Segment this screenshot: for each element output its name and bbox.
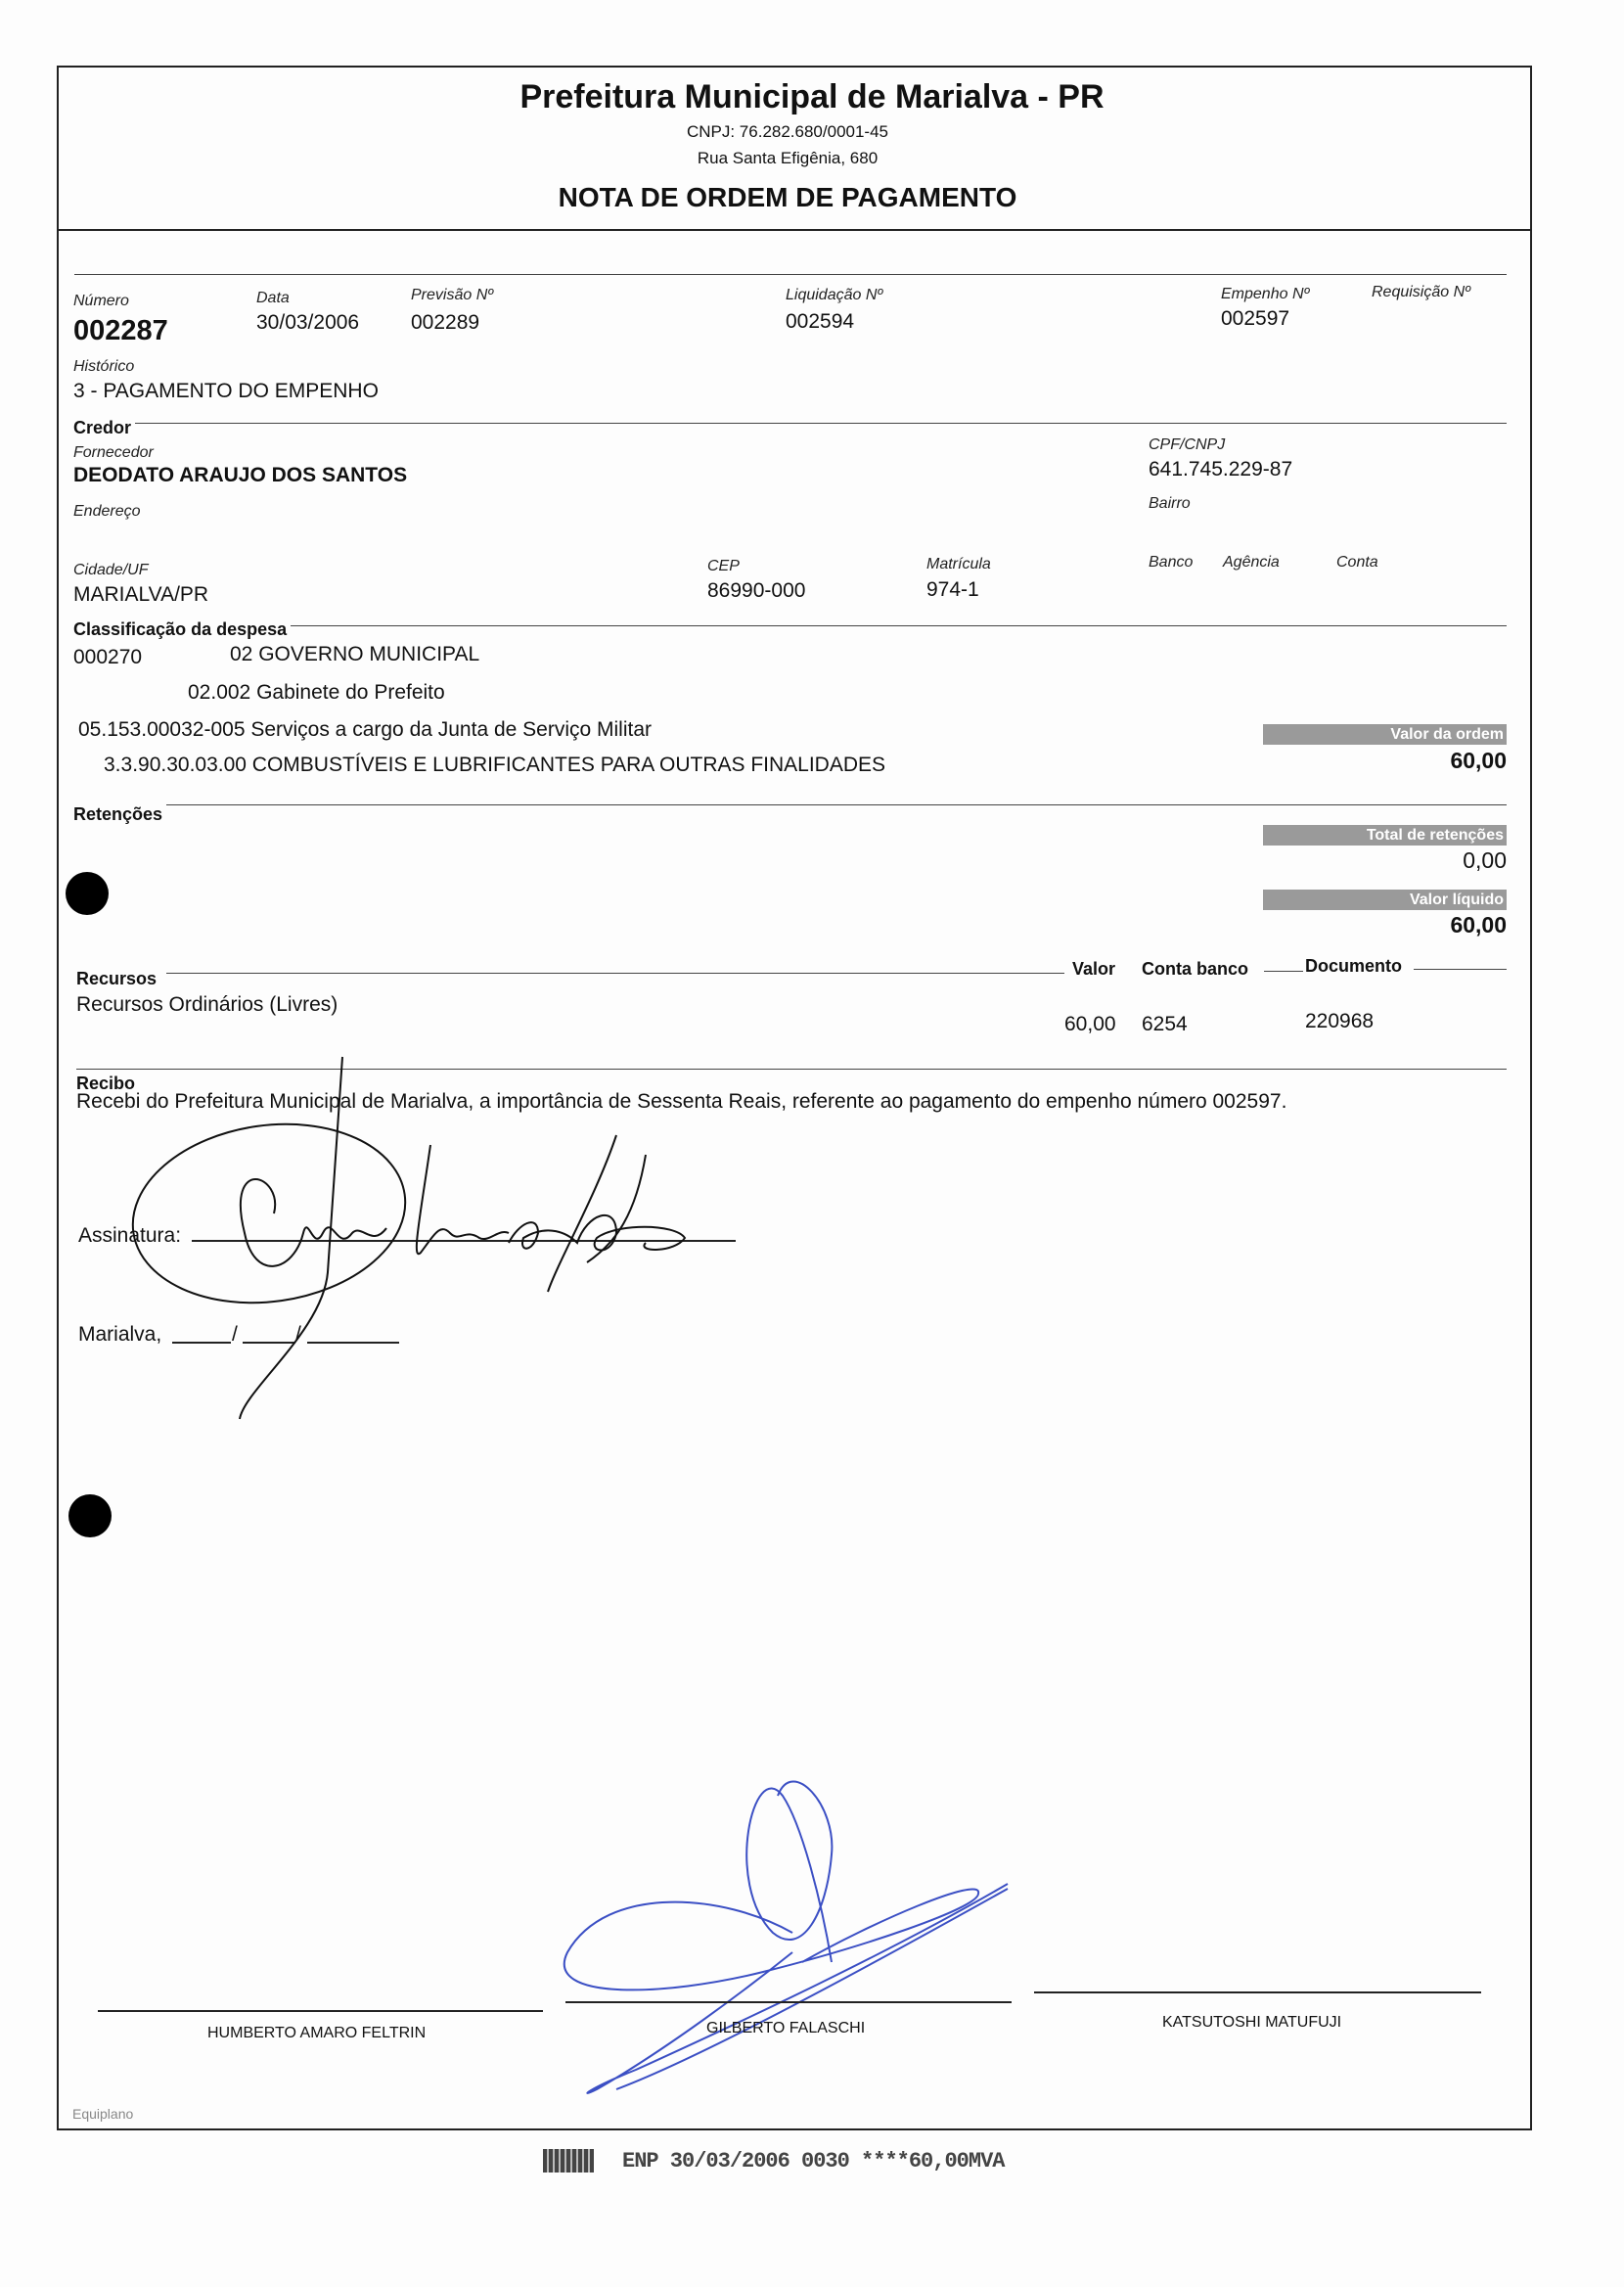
recursos-conta-label: Conta banco (1142, 959, 1252, 980)
valor-liquido-value: 60,00 (1450, 912, 1507, 938)
cidade-value: MARIALVA/PR (73, 583, 209, 606)
classificacao-line1: 02 GOVERNO MUNICIPAL (230, 643, 480, 665)
cpf-value: 641.745.229-87 (1149, 458, 1293, 480)
stamp-logo-icon (543, 2149, 594, 2173)
empenho-label: Empenho Nº (1221, 286, 1310, 302)
bairro-label: Bairro (1149, 495, 1191, 512)
signatory-1-name: HUMBERTO AMARO FELTRIN (207, 2025, 427, 2041)
credor-rule (74, 423, 1507, 424)
total-retencoes-label: Total de retenções (1263, 825, 1507, 846)
recursos-valor: 60,00 (1064, 1013, 1116, 1035)
retencoes-rule (74, 804, 1507, 805)
recursos-documento-label: Documento (1305, 956, 1406, 977)
historico-value: 3 - PAGAMENTO DO EMPENHO (73, 380, 379, 402)
recursos-rule-4 (1414, 969, 1507, 970)
previsao-label: Previsão Nº (411, 287, 494, 303)
credor-handwritten-signature (127, 1037, 734, 1429)
retencoes-section-title: Retenções (73, 804, 166, 825)
valor-ordem-value: 60,00 (1450, 748, 1507, 773)
document-title: NOTA DE ORDEM DE PAGAMENTO (558, 182, 1017, 212)
valor-liquido-label: Valor líquido (1263, 890, 1507, 910)
cidade-label: Cidade/UF (73, 562, 149, 578)
liquidacao-value: 002594 (786, 310, 855, 333)
numero-value: 002287 (73, 315, 168, 346)
classificacao-section-title: Classificação da despesa (73, 619, 291, 640)
agencia-label: Agência (1223, 554, 1280, 571)
recibo-section-title: Recibo (76, 1074, 139, 1094)
address-text: Rua Santa Efigênia, 680 (697, 149, 879, 167)
previsao-value: 002289 (411, 311, 480, 334)
date-separator-2: / (295, 1323, 301, 1346)
credor-section-title: Credor (73, 418, 135, 438)
cpf-label: CPF/CNPJ (1149, 436, 1226, 453)
software-name: Equiplano (72, 2106, 134, 2122)
matricula-label: Matrícula (926, 556, 991, 572)
cep-label: CEP (707, 558, 740, 574)
punch-hole-bottom (68, 1494, 112, 1537)
punch-hole-top (66, 872, 109, 915)
classificacao-code: 000270 (73, 646, 143, 668)
matricula-value: 974-1 (926, 578, 979, 601)
payment-stamp-text: ENP 30/03/2006 0030 ****60,00MVA (622, 2149, 1005, 2173)
recursos-rule-3 (1264, 971, 1303, 972)
recursos-documento: 220968 (1305, 1010, 1375, 1032)
recibo-text: Recebi do Prefeitura Municipal de Marialva, a importância de Sessenta Reais, referente ao pagamento do empenho número 002597. (76, 1090, 1287, 1113)
municipality-title: Prefeitura Municipal de Marialva - PR (519, 78, 1105, 115)
liquidacao-label: Liquidação Nº (786, 287, 883, 303)
data-label: Data (256, 290, 290, 306)
classificacao-line2: 02.002 Gabinete do Prefeito (188, 681, 445, 704)
recursos-rule (166, 973, 1064, 974)
conta-label: Conta (1336, 554, 1378, 571)
cnpj-text: CNPJ: 76.282.680/0001-45 (686, 122, 889, 141)
historico-label: Histórico (73, 358, 135, 375)
signature-line-3 (1034, 1991, 1481, 1993)
valor-ordem-label: Valor da ordem (1263, 724, 1507, 745)
signatory-2-name: GILBERTO FALASCHI (706, 2020, 866, 2036)
recursos-valor-label: Valor (1072, 959, 1119, 980)
banco-label: Banco (1149, 554, 1194, 571)
date-separator-1: / (232, 1323, 238, 1346)
signature-line-1 (98, 2010, 543, 2012)
cep-value: 86990-000 (707, 579, 806, 602)
recursos-section-title: Recursos (76, 969, 160, 989)
signature-line-2 (565, 2001, 1012, 2003)
endereco-label: Endereço (73, 503, 141, 520)
requisicao-label: Requisição Nº (1372, 284, 1470, 300)
recursos-fonte: Recursos Ordinários (Livres) (76, 993, 338, 1016)
local-label: Marialva, (78, 1323, 162, 1346)
signatory-3-name: KATSUTOSHI MATUFUJI (1162, 2014, 1342, 2031)
fornecedor-label: Fornecedor (73, 444, 154, 461)
data-value: 30/03/2006 (256, 311, 360, 334)
blue-handwritten-signature (548, 1737, 1037, 2109)
fornecedor-value: DEODATO ARAUJO DOS SANTOS (73, 464, 408, 486)
empenho-value: 002597 (1221, 307, 1290, 330)
top-rule (74, 274, 1507, 275)
classificacao-line3: 05.153.00032-005 Serviços a cargo da Junta de Serviço Militar (78, 718, 653, 741)
numero-label: Número (73, 293, 129, 309)
total-retencoes-value: 0,00 (1463, 847, 1507, 873)
header-divider (57, 229, 1530, 231)
classificacao-line4: 3.3.90.30.03.00 COMBUSTÍVEIS E LUBRIFICANTES PARA OUTRAS FINALIDADES (104, 754, 886, 776)
assinatura-label: Assinatura: (78, 1224, 182, 1247)
recursos-conta: 6254 (1142, 1013, 1188, 1035)
